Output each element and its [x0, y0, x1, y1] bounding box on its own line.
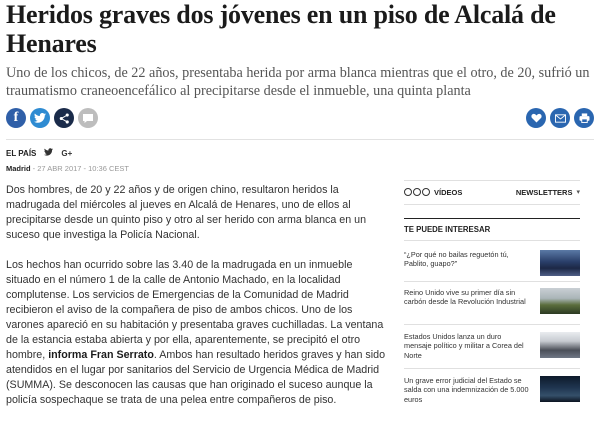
- tab-videos-label: VÍDEOS: [434, 187, 463, 197]
- paragraph-2-text: Los hechos han ocurrido sobre las 3.40 de la madrugada en un inmueble situado en el número 1 de la calle de Antonio Machado, en la localidad complutense. Los servicios de Emergencias de la Comunidad de Madrid recibieron el aviso de la compañera de piso de ambos chicos. Uno de los varones apareció en su habitación y presentaba graves cuchilladas. La ventana de la estancia estaba abierta y por ella, aparentemente, se precipitó el otro hombre,: [6, 259, 384, 361]
- twitter-icon: [34, 113, 46, 123]
- related-item[interactable]: [404, 332, 580, 366]
- dateline: [6, 164, 129, 173]
- related-item[interactable]: [404, 288, 580, 322]
- related-item-thumbnail[interactable]: [540, 250, 580, 276]
- email-button[interactable]: [550, 108, 570, 128]
- related-item-title[interactable]: Un grave error judicial del Estado se salda con una indemnización de 5.000 euros: [404, 376, 529, 404]
- related-item-thumbnail[interactable]: [540, 288, 580, 314]
- item-divider: [404, 281, 580, 282]
- author-name[interactable]: EL PAÍS: [6, 148, 37, 158]
- print-button[interactable]: [574, 108, 594, 128]
- comment-icon: [82, 113, 94, 124]
- heart-icon: [531, 113, 542, 123]
- tab-videos[interactable]: [404, 188, 462, 197]
- author-gplus-link[interactable]: G+: [61, 148, 73, 158]
- related-item-title[interactable]: Reino Unido vive su primer día sin carbón desde la Revolución Industrial: [404, 288, 526, 307]
- byline: [6, 148, 72, 158]
- paragraph-2-bold: informa Fran Serrato: [48, 349, 154, 361]
- favorite-button[interactable]: [526, 108, 546, 128]
- related-item-thumbnail[interactable]: [540, 332, 580, 358]
- sidebar-divider: [404, 180, 580, 181]
- article-actions: [526, 108, 594, 128]
- sidebar-divider: [404, 204, 580, 205]
- envelope-icon: [555, 114, 566, 123]
- twitter-icon: [44, 148, 53, 156]
- section-rule: [404, 218, 580, 219]
- facebook-share-button[interactable]: f: [6, 108, 26, 128]
- related-item[interactable]: [404, 250, 580, 284]
- comments-button[interactable]: [78, 108, 98, 128]
- sidebar-tabs: [404, 184, 580, 200]
- author-twitter-link[interactable]: [44, 148, 53, 158]
- video-icon: [404, 188, 430, 196]
- paragraph-2-end: . Ambos han resultado heridos graves y han sido atendidos en el lugar por sanitarios del Servicio de Urgencia Médica de Madrid (SUMMA). Se desconocen las causas que han originado el suceso aunque la policía sospechaque se trata de una pelea entre compañeros de piso.: [6, 349, 386, 406]
- related-item[interactable]: [404, 376, 580, 410]
- chevron-down-icon: ▾: [576, 189, 580, 196]
- share-bar: [6, 108, 98, 128]
- article-headline: Heridos graves dos jóvenes en un piso de Alcalá de Henares: [6, 0, 556, 58]
- share-button[interactable]: [54, 108, 74, 128]
- dateline-location: Madrid: [6, 164, 31, 173]
- divider: [6, 139, 594, 140]
- item-divider: [404, 368, 580, 369]
- tab-newsletters[interactable]: [516, 188, 580, 197]
- paragraph-2: [6, 258, 388, 408]
- paragraph-1: Dos hombres, de 20 y 22 años y de origen chino, resultaron heridos la madrugada del miércoles al jueves en Alcalá de Henares, uno de ellos al precipitarse desde un quinto piso y otro al ser herido con arma blanca en un suceso que investiga la Policía Nacional.: [6, 184, 367, 241]
- related-item-thumbnail[interactable]: [540, 376, 580, 402]
- item-divider: [404, 324, 580, 325]
- article-subheadline: Uno de los chicos, de 22 años, presentaba herida por arma blanca mientras que el otro, de 20, sufrió un traumatismo craneoencefálico al precipitarse desde el inmueble, una quinta planta: [6, 65, 590, 99]
- dateline-date: - 27 ABR 2017 - 10:36 CEST: [30, 164, 129, 173]
- related-item-title[interactable]: Estados Unidos lanza un duro mensaje político y militar a Corea del Norte: [404, 332, 524, 360]
- tab-newsletters-label: NEWSLETTERS: [515, 187, 573, 197]
- related-item-title[interactable]: “¿Por qué no bailas reguetón tú, Pablito, guapo?”: [404, 250, 509, 269]
- twitter-share-button[interactable]: [30, 108, 50, 128]
- share-icon: [59, 113, 70, 124]
- section-divider: [404, 240, 580, 241]
- printer-icon: [579, 113, 590, 123]
- interest-section-title: TE PUEDE INTERESAR: [404, 225, 491, 234]
- article-body: [6, 183, 388, 423]
